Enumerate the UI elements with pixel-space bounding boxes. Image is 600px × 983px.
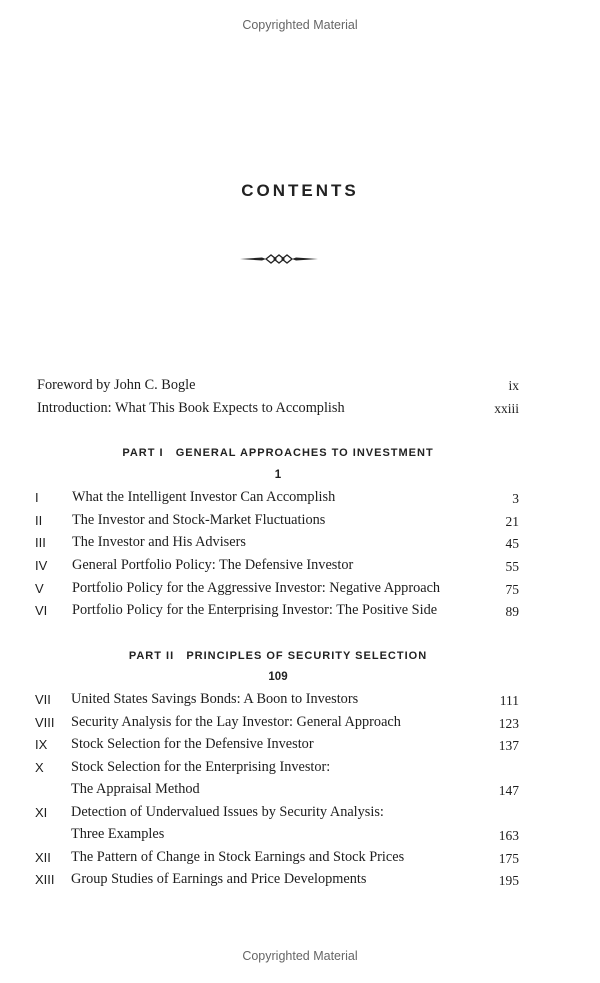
toc-entry-chapter-4[interactable]: General Portfolio Policy: The Defensive Investor: [72, 557, 354, 573]
toc-entry-chapter-8[interactable]: Security Analysis for the Lay Investor: General Approach: [71, 714, 401, 730]
part2-title: PRINCIPLES OF SECURITY SELECTION: [186, 650, 428, 662]
toc-entry-chapter-6[interactable]: Portfolio Policy for the Enterprising Investor: The Positive Side: [72, 602, 438, 618]
part2-page: 109: [268, 671, 288, 683]
toc-entry-foreword[interactable]: Foreword by John C. Bogle: [37, 377, 196, 393]
toc-page-chapter-12: 175: [498, 851, 519, 866]
part1-heading: [0, 447, 556, 459]
toc-page-chapter-2: 21: [505, 514, 519, 529]
chapter-number: I: [35, 490, 39, 505]
toc-entry-chapter-5[interactable]: Portfolio Policy for the Aggressive Investor: Negative Approach: [72, 580, 441, 596]
toc-entry-chapter-10[interactable]: Stock Selection for the Enterprising Investor:: [71, 759, 331, 775]
chapter-number: IV: [35, 558, 48, 573]
toc-page-chapter-7: 111: [499, 693, 519, 708]
chapter-number: VII: [35, 692, 51, 707]
chapter-number: II: [35, 513, 43, 528]
toc-page-chapter-5: 75: [505, 582, 519, 597]
toc-page-introduction: xxiii: [494, 401, 519, 416]
toc-entry-chapter-3[interactable]: The Investor and His Advisers: [72, 534, 246, 550]
toc-entry-chapter-2[interactable]: The Investor and Stock-Market Fluctuations: [72, 512, 326, 528]
copyright-watermark-bottom: Copyrighted Material: [242, 949, 358, 963]
chapter-number: X: [35, 760, 44, 775]
toc-entry-chapter-10-cont[interactable]: The Appraisal Method: [71, 781, 200, 797]
toc-page-chapter-9: 137: [498, 738, 519, 753]
toc-page-chapter-4: 55: [505, 559, 519, 574]
part1-page: 1: [274, 469, 282, 481]
toc-page-chapter-13: 195: [498, 873, 519, 888]
toc-page-chapter-8: 123: [498, 716, 519, 731]
ornament-divider-icon: [240, 252, 318, 266]
toc-entry-chapter-11-cont[interactable]: Three Examples: [71, 826, 165, 842]
toc-entry-chapter-12[interactable]: The Pattern of Change in Stock Earnings and Stock Prices: [71, 849, 405, 865]
part1-label: PART I: [122, 447, 164, 459]
toc-page-chapter-3: 45: [505, 536, 519, 551]
chapter-number: XI: [35, 805, 48, 820]
toc-page-foreword: ix: [508, 378, 519, 393]
toc-page-chapter-1: 3: [512, 491, 519, 506]
toc-entry-chapter-1[interactable]: What the Intelligent Investor Can Accomplish: [72, 489, 336, 505]
chapter-number: VIII: [35, 715, 55, 730]
part1-title: GENERAL APPROACHES TO INVESTMENT: [175, 447, 434, 459]
chapter-number: III: [35, 535, 46, 550]
toc-page-chapter-10: 147: [498, 783, 519, 798]
toc-page-chapter-6: 89: [505, 604, 519, 619]
toc-entry-chapter-13[interactable]: Group Studies of Earnings and Price Developments: [71, 871, 367, 887]
page-title: CONTENTS: [241, 181, 359, 200]
chapter-number: IX: [35, 737, 48, 752]
chapter-number: V: [35, 581, 44, 596]
part2-label: PART II: [128, 650, 175, 662]
toc-page-chapter-11: 163: [498, 828, 519, 843]
toc-entry-chapter-9[interactable]: Stock Selection for the Defensive Investor: [71, 736, 314, 752]
toc-entry-chapter-11[interactable]: Detection of Undervalued Issues by Security Analysis:: [71, 804, 384, 820]
chapter-number: VI: [35, 603, 48, 618]
chapter-number: XIII: [35, 872, 55, 887]
chapter-number: XII: [35, 850, 51, 865]
toc-entry-introduction[interactable]: Introduction: What This Book Expects to Accomplish: [37, 400, 345, 416]
toc-entry-chapter-7[interactable]: United States Savings Bonds: A Boon to Investors: [71, 691, 359, 707]
part2-heading: [0, 650, 556, 662]
copyright-watermark-top: Copyrighted Material: [242, 18, 358, 32]
